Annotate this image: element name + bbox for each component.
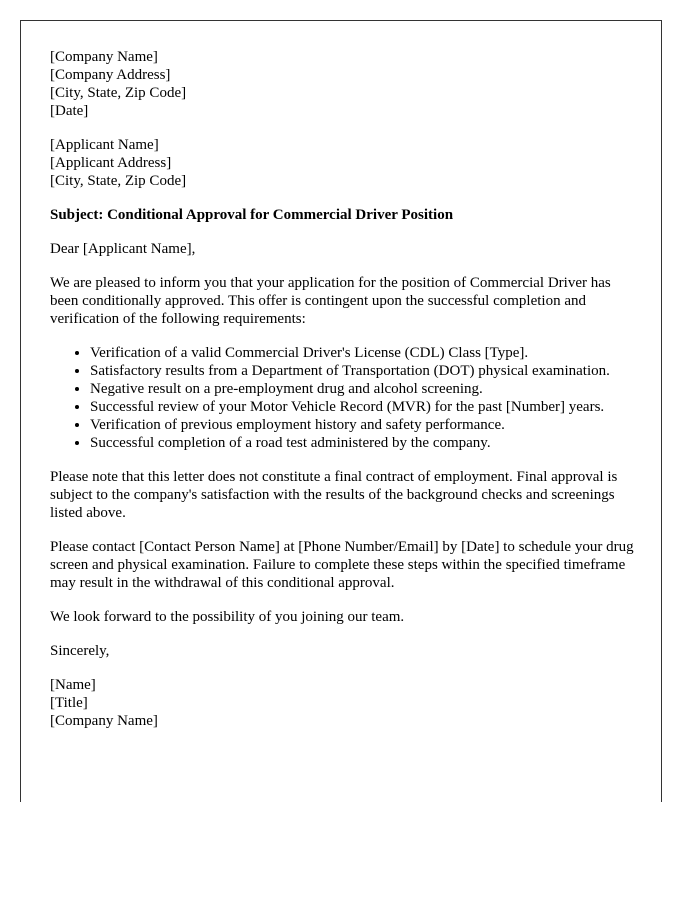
subject-line: Subject: Conditional Approval for Commercial Driver Position — [50, 207, 454, 223]
signature-block — [50, 676, 635, 730]
list-item: • Verification of a valid Commercial Driver's License (CDL) Class [Type]. — [90, 344, 635, 362]
signer-company: [Company Name] — [50, 713, 158, 729]
sender-address — [50, 48, 635, 120]
list-item: • Negative result on a pre-employment drug and alcohol screening. — [90, 380, 635, 398]
list-item: • Successful completion of a road test administered by the company. — [90, 434, 635, 452]
closing-paragraph: We look forward to the possibility of you joining our team. — [50, 609, 405, 625]
signer-name: [Name] — [50, 677, 96, 693]
sender-company-address: [Company Address] — [50, 67, 171, 83]
list-item: • Verification of previous employment history and safety performance. — [90, 416, 635, 434]
recipient-name: [Applicant Name] — [50, 137, 159, 153]
list-item: • Satisfactory results from a Department of Transportation (DOT) physical examination. — [90, 362, 635, 380]
sender-company-name: [Company Name] — [50, 49, 158, 65]
signer-title: [Title] — [50, 695, 88, 711]
letter-date: [Date] — [50, 103, 89, 119]
sender-city-state-zip: [City, State, Zip Code] — [50, 85, 187, 101]
sign-off: Sincerely, — [50, 643, 110, 659]
note-paragraph: Please note that this letter does not constitute a final contract of employment. Final approval is subject to the company's satisfaction with the results of the background checks and screenings listed above. — [50, 469, 618, 521]
intro-paragraph: We are pleased to inform you that your application for the position of Commercial Driver has been conditionally approved. This offer is contingent upon the successful completion and verification of the following requirements: — [50, 275, 611, 327]
salutation: Dear [Applicant Name], — [50, 241, 196, 257]
requirements-list — [50, 344, 635, 452]
list-item: • Successful review of your Motor Vehicle Record (MVR) for the past [Number] years. — [90, 398, 635, 416]
recipient-address-line: [Applicant Address] — [50, 155, 172, 171]
contact-paragraph: Please contact [Contact Person Name] at [Phone Number/Email] by [Date] to schedule your drug screen and physical examination. Failure to complete these steps within the specified timeframe may result in the withdrawal of this conditional approval. — [50, 539, 634, 591]
recipient-address — [50, 136, 635, 190]
letter — [20, 20, 662, 802]
recipient-city-state-zip: [City, State, Zip Code] — [50, 173, 187, 189]
